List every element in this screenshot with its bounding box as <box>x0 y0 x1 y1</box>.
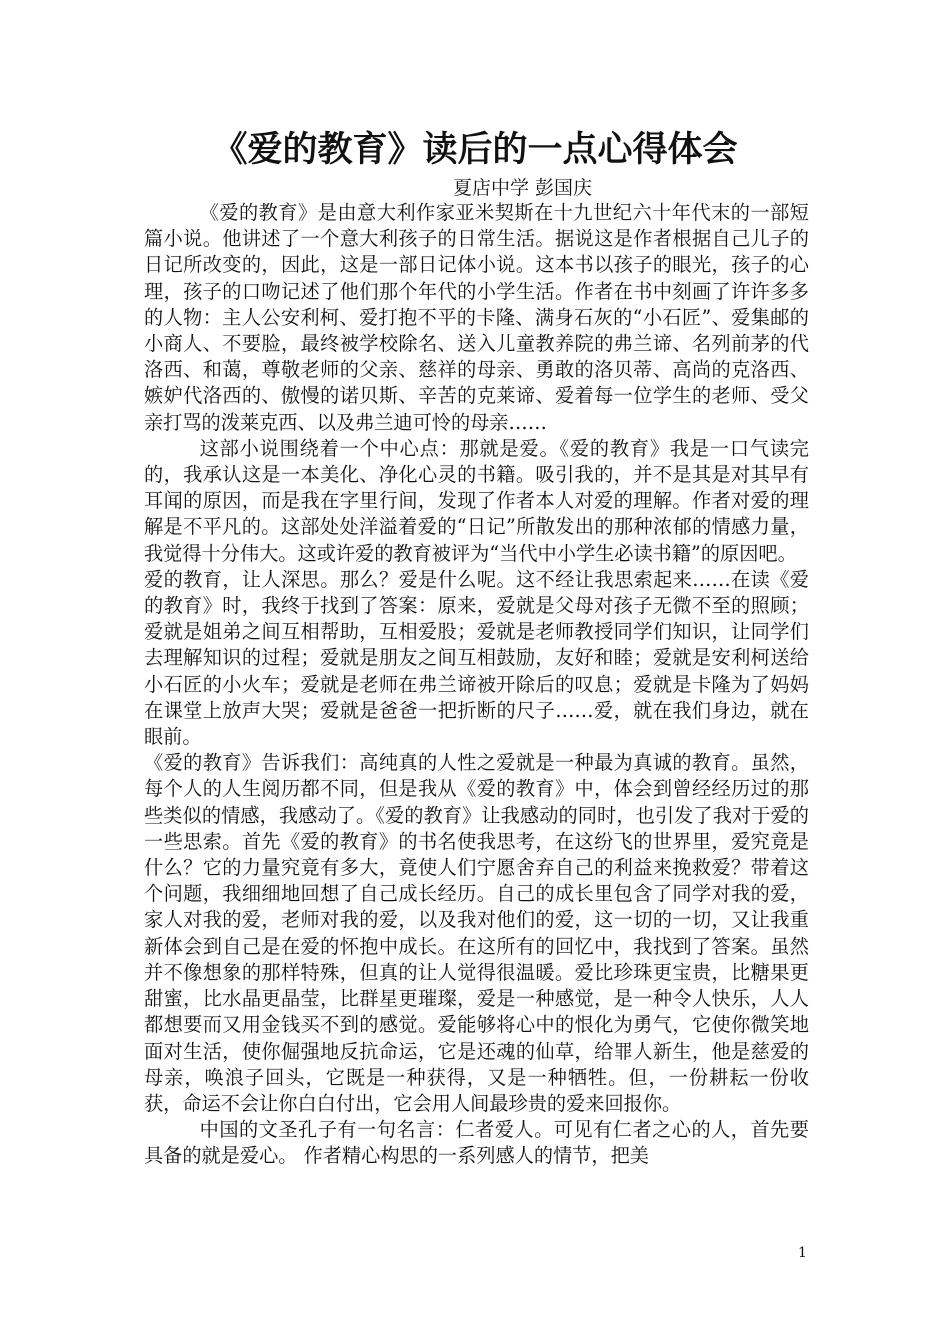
author-line: 夏店中学 彭国庆 <box>453 177 593 199</box>
paragraph-what-is-love: 爱的教育，让人深思。那么？爱是什么呢。这不经让我思索起来……在读《爱的教育》时，我终于找到了答案：原来，爱就是父母对孩子无微不至的照顾；爱就是姐弟之间互相帮助，互相爱股；爱就是老师教授同学们知识，让同学们去理解知识的过程；爱就是朋友之间互相鼓励，友好和睦；爱就是安利柯送给小石匠的小火车；爱就是老师在弗兰谛被开除后的叹息；爱就是卡隆为了妈妈在课堂上放声大哭；爱就是爸爸一把折断的尺子……爱，就在我们身边，就在眼前。 <box>144 567 809 749</box>
document-title: 《爱的教育》读后的一点心得体会 <box>212 129 738 170</box>
paragraph-intro: 《爱的教育》是由意大利作家亚米契斯在十九世纪六十年代末的一部短篇小说。他讲述了一个意大利孩子的日常生活。据说这是作者根据自己儿子的日记所改变的，因此，这是一部日记体小说。这本书以孩子的眼光，孩子的心理，孩子的口吻记述了他们那个年代的小学生活。作者在书中刻画了许许多多的人物：主人公安利柯、爱打抱不平的卡隆、满身石灰的“小石匠”、爱集邮的小商人、不要脸，最终被学校除名、送入儿童教养院的弗兰谛、名列前茅的代洛西、和蔼，尊敬老师的父亲、慈祥的母亲、勇敢的洛贝蒂、高尚的克洛西、嫉妒代洛西的、傲慢的诺贝斯、辛苦的克莱谛、爱着每一位学生的老师、受父亲打骂的泼莱克西、以及弗兰迪可怜的母亲…… <box>144 201 809 434</box>
document-body <box>144 200 809 1170</box>
paragraph-reflection: 《爱的教育》告诉我们：高纯真的人性之爱就是一种最为真诚的教育。虽然，每个人的人生阅历都不同，但是我从《爱的教育》中，体会到曾经经历过的那些类似的情感，我感动了。《爱的教育》让我感动的同时，也引发了我对于爱的一些思索。首先《爱的教育》的书名使我思考，在这纷飞的世界里，爱究竟是什么？它的力量究竟有多大，竟使人们宁愿舍弃自己的利益来挽救爱？带着这个问题，我细细地回想了自己成长经历。自己的成长里包含了同学对我的爱，家人对我的爱，老师对我的爱，以及我对他们的爱，这一切的一切，又让我重新体会到自己是在爱的怀抱中成长。在这所有的回忆中，我找到了答案。虽然并不像想象的那样特殊，但真的让人觉得很温暖。爱比珍珠更宝贵，比糖果更甜蜜，比水晶更晶莹，比群星更璀璨，爱是一种感觉，是一种令人快乐，人人都想要而又用金钱买不到的感觉。爱能够将心中的恨化为勇气，它使你微笑地面对生活，使你倔强地反抗命运，它是还魂的仙草，给罪人新生，他是慈爱的母亲，唤浪子回头，它既是一种获得，又是一种牺牲。但，一份耕耘一份收获，命运不会让你白白付出，它会用人间最珍贵的爱来回报你。 <box>144 751 809 1115</box>
paragraph-confucius: 中国的文圣孔子有一句名言：仁者爱人。可见有仁者之心的人，首先要具备的就是爱心。 作者精心构思的一系列感人的情节，把美 <box>144 1118 809 1168</box>
page-number: 1 <box>798 1245 807 1261</box>
paragraph-theme: 这部小说围绕着一个中心点：那就是爱。《爱的教育》我是一口气读完的，我承认这是一本美化、净化心灵的书籍。吸引我的，并不是其是对其早有耳闻的原因，而是我在字里行间，发现了作者本人对爱的理解。作者对爱的理解是不平凡的。这部处处洋溢着爱的“日记”所散发出的那种浓郁的情感力量，我觉得十分伟大。这或许爱的教育被评为“当代中小学生必读书籍”的原因吧。 <box>144 436 809 565</box>
